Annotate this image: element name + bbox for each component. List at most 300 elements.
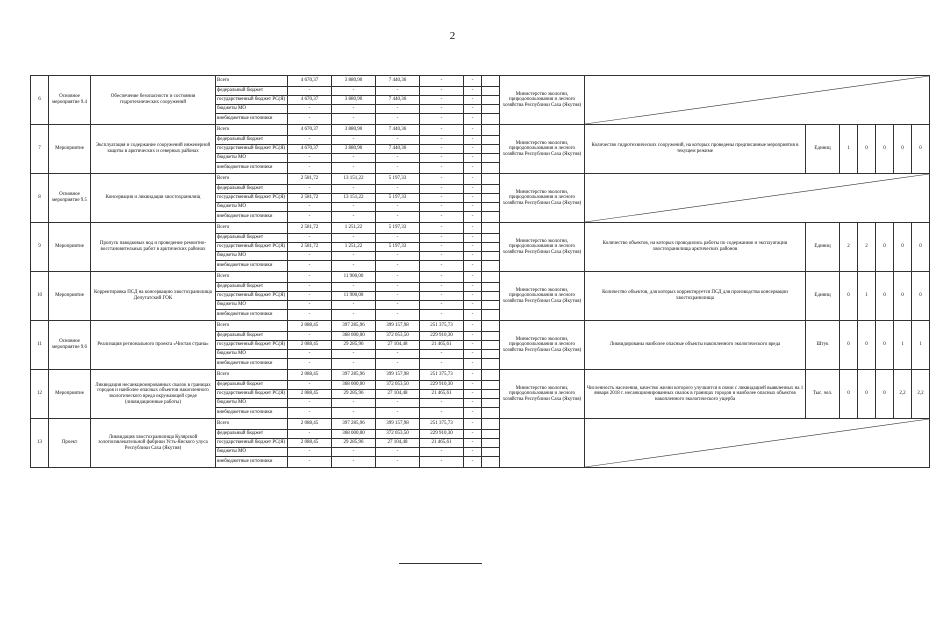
table-row [31, 370, 930, 381]
value-year-1: - [288, 136, 332, 145]
funding-source: Всего [216, 125, 288, 136]
activity-type: Проект [49, 419, 91, 468]
value-year-4: - [420, 174, 464, 185]
value-year-1: - [288, 408, 332, 419]
value-year-4: - [420, 96, 464, 105]
value-year-3: - [376, 408, 420, 419]
value-year-3: 5 197,33 [376, 243, 420, 252]
value-year-5: - [464, 154, 482, 163]
indicator-value-2: 0 [858, 321, 876, 370]
value-extra [482, 252, 500, 261]
value-year-2: - [332, 301, 376, 310]
diagonal-line [585, 419, 929, 467]
value-year-5: - [464, 105, 482, 114]
value-year-2: - [332, 252, 376, 261]
value-year-1: - [288, 212, 332, 223]
value-year-2: 3 880,90 [332, 96, 376, 105]
row-number: 7 [31, 125, 49, 174]
value-year-3: 372 053,50 [376, 381, 420, 390]
value-extra [482, 370, 500, 381]
value-year-1: 2 581,72 [288, 223, 332, 234]
funding-source: государственный бюджет РС(Я) [216, 390, 288, 399]
value-extra [482, 223, 500, 234]
activity-name: Эксплуатация и содержание сооружений инженерной защиты в арктических и северных районах [91, 125, 216, 174]
value-year-1: - [288, 399, 332, 408]
value-year-2: 3 880,90 [332, 145, 376, 154]
value-extra [482, 310, 500, 321]
funding-source: бюджеты МО [216, 203, 288, 212]
value-year-4: - [420, 185, 464, 194]
value-year-1: 2 088,45 [288, 341, 332, 350]
value-year-4: - [420, 243, 464, 252]
value-year-1: - [288, 114, 332, 125]
value-extra [482, 321, 500, 332]
value-year-3: - [376, 234, 420, 243]
value-year-3: - [376, 350, 420, 359]
value-year-5: - [464, 87, 482, 96]
value-year-1: 4 670,37 [288, 96, 332, 105]
funding-source: внебюджетные источники [216, 212, 288, 223]
value-year-4: - [420, 301, 464, 310]
funding-source: внебюджетные источники [216, 457, 288, 468]
value-year-4: 21 465,61 [420, 341, 464, 350]
value-extra [482, 174, 500, 185]
value-year-1: - [288, 87, 332, 96]
value-year-5: - [464, 203, 482, 212]
value-year-3: 5 197,33 [376, 194, 420, 203]
indicator-value-1: 0 [840, 370, 858, 419]
value-year-3: - [376, 185, 420, 194]
value-year-2: 29 285,96 [332, 439, 376, 448]
value-year-1: - [288, 359, 332, 370]
value-year-2: - [332, 399, 376, 408]
indicator-value-2: 1 [858, 272, 876, 321]
activity-type: Мероприятие [49, 223, 91, 272]
value-extra [482, 114, 500, 125]
activity-type: Мероприятие [49, 125, 91, 174]
row-number: 11 [31, 321, 49, 370]
indicator-value-3: 0 [876, 272, 894, 321]
value-year-1: - [288, 448, 332, 457]
value-year-2: - [332, 261, 376, 272]
value-year-3: - [376, 212, 420, 223]
activity-type: Мероприятие [49, 272, 91, 321]
value-year-3: - [376, 301, 420, 310]
row-number: 6 [31, 76, 49, 125]
value-year-5: - [464, 448, 482, 457]
value-year-5: - [464, 174, 482, 185]
footer-divider [399, 563, 482, 564]
value-year-5: - [464, 332, 482, 341]
value-year-4: 21 465,61 [420, 439, 464, 448]
value-year-3: 399 157,98 [376, 321, 420, 332]
value-year-3: 27 104,48 [376, 390, 420, 399]
row-number: 12 [31, 370, 49, 419]
funding-source: внебюджетные источники [216, 261, 288, 272]
value-year-1: - [288, 163, 332, 174]
value-extra [482, 136, 500, 145]
value-year-2: 11 900,00 [332, 292, 376, 301]
value-year-3: - [376, 457, 420, 468]
table-row [31, 174, 930, 185]
row-number: 13 [31, 419, 49, 468]
value-year-4: - [420, 350, 464, 359]
value-year-4: - [420, 105, 464, 114]
funding-source: Всего [216, 419, 288, 430]
funding-source: внебюджетные источники [216, 359, 288, 370]
funding-source: федеральный бюджет [216, 283, 288, 292]
value-year-2: 13 151,22 [332, 194, 376, 203]
value-year-1: - [288, 457, 332, 468]
value-year-3: - [376, 292, 420, 301]
value-year-5: - [464, 381, 482, 390]
table-row [31, 125, 930, 136]
value-year-4: - [420, 261, 464, 272]
value-year-5: - [464, 136, 482, 145]
value-year-1: - [288, 310, 332, 321]
value-year-3: 372 053,50 [376, 332, 420, 341]
value-year-1: - [288, 105, 332, 114]
value-year-3: - [376, 163, 420, 174]
value-year-4: - [420, 145, 464, 154]
indicator-value-4: 0 [894, 223, 912, 272]
value-year-2: - [332, 203, 376, 212]
value-year-3: - [376, 272, 420, 283]
value-year-1: - [288, 234, 332, 243]
indicator-value-5: 0 [912, 223, 930, 272]
row-number: 9 [31, 223, 49, 272]
table-row [31, 223, 930, 234]
funding-source: федеральный бюджет [216, 185, 288, 194]
value-year-2: - [332, 283, 376, 292]
value-year-4: 229 910,30 [420, 430, 464, 439]
value-year-2: 368 000,00 [332, 332, 376, 341]
value-year-3: - [376, 283, 420, 292]
indicator-unit: Тыс. чел. [806, 370, 840, 419]
value-year-4: - [420, 154, 464, 163]
activity-name: Корректировка ПСД на консервацию хвостохранилища Депутатский ГОК [91, 272, 216, 321]
value-year-1: 2 581,72 [288, 194, 332, 203]
table-row [31, 272, 930, 283]
indicator-value-4: 2,2 [894, 370, 912, 419]
value-extra [482, 399, 500, 408]
empty-indicator-cell [585, 76, 930, 125]
value-year-4: - [420, 399, 464, 408]
value-year-5: - [464, 185, 482, 194]
value-year-4: - [420, 252, 464, 261]
value-year-2: - [332, 448, 376, 457]
value-year-5: - [464, 194, 482, 203]
value-year-1: - [288, 381, 332, 390]
value-year-2: - [332, 408, 376, 419]
value-year-1: 2 088,45 [288, 370, 332, 381]
value-year-2: 397 285,96 [332, 321, 376, 332]
funding-source: Всего [216, 272, 288, 283]
funding-source: бюджеты МО [216, 154, 288, 163]
value-year-2: 11 900,00 [332, 272, 376, 283]
value-extra [482, 381, 500, 390]
indicator-value-2: 0 [858, 125, 876, 174]
value-year-4: 229 910,30 [420, 381, 464, 390]
value-extra [482, 390, 500, 399]
value-extra [482, 408, 500, 419]
value-year-3: - [376, 399, 420, 408]
indicator-value-3: 0 [876, 321, 894, 370]
value-year-2: - [332, 457, 376, 468]
value-extra [482, 76, 500, 87]
value-year-1: 2 581,72 [288, 174, 332, 185]
value-year-4: - [420, 359, 464, 370]
funding-source: внебюджетные источники [216, 114, 288, 125]
funding-source: государственный бюджет РС(Я) [216, 341, 288, 350]
value-year-2: - [332, 105, 376, 114]
value-year-3: - [376, 359, 420, 370]
value-year-2: 3 880,90 [332, 76, 376, 87]
value-year-5: - [464, 145, 482, 154]
funding-source: федеральный бюджет [216, 234, 288, 243]
value-extra [482, 96, 500, 105]
value-year-2: - [332, 350, 376, 359]
value-year-1: - [288, 203, 332, 212]
page-number: 2 [449, 30, 456, 42]
indicator-value-1: 0 [840, 272, 858, 321]
value-year-1: - [288, 350, 332, 359]
indicator-value-3: 0 [876, 370, 894, 419]
value-year-2: 13 151,22 [332, 174, 376, 185]
value-year-3: - [376, 252, 420, 261]
indicator-value-4: 0 [894, 272, 912, 321]
value-year-1: - [288, 272, 332, 283]
value-year-2: - [332, 359, 376, 370]
value-year-3: 27 104,48 [376, 341, 420, 350]
value-year-5: - [464, 370, 482, 381]
value-year-1: 2 581,72 [288, 243, 332, 252]
value-year-2: - [332, 212, 376, 223]
value-extra [482, 332, 500, 341]
funding-source: федеральный бюджет [216, 136, 288, 145]
activity-name: Обеспечение безопасности и состояния гидротехнических сооружений [91, 76, 216, 125]
indicator-value-1: 2 [840, 223, 858, 272]
value-year-2: 3 880,90 [332, 125, 376, 136]
value-year-5: - [464, 125, 482, 136]
value-year-1: - [288, 154, 332, 163]
value-year-4: - [420, 114, 464, 125]
indicator: Численность населения, качество жизни которого улучшится в связи с ликвидацией выявленных на 1 января 2018 г. несанкционированных свалок в границах городов и наиболее опасных объектов накопленного экологического ущерба [585, 370, 806, 419]
indicator-value-4: 1 [894, 321, 912, 370]
indicator-unit: Единиц [806, 272, 840, 321]
value-year-5: - [464, 399, 482, 408]
value-year-4: - [420, 76, 464, 87]
value-year-4: - [420, 292, 464, 301]
value-year-4: - [420, 234, 464, 243]
value-year-2: - [332, 163, 376, 174]
funding-source: Всего [216, 321, 288, 332]
funding-source: федеральный бюджет [216, 332, 288, 341]
value-year-5: - [464, 223, 482, 234]
value-year-3: - [376, 136, 420, 145]
executor: Министерство экологии, природопользования и лесного хозяйства Республики Саха (Якутия) [500, 321, 585, 370]
executor: Министерство экологии, природопользования и лесного хозяйства Республики Саха (Якутия) [500, 174, 585, 223]
value-year-5: - [464, 292, 482, 301]
value-year-2: 368 000,00 [332, 430, 376, 439]
indicator-unit: Штук [806, 321, 840, 370]
indicator-value-4: 0 [894, 125, 912, 174]
funding-source: бюджеты МО [216, 350, 288, 359]
funding-source: государственный бюджет РС(Я) [216, 292, 288, 301]
table-row [31, 419, 930, 430]
indicator-value-5: 2,2 [912, 370, 930, 419]
value-year-4: 251 375,73 [420, 321, 464, 332]
value-extra [482, 439, 500, 448]
value-extra [482, 234, 500, 243]
value-year-2: 29 285,96 [332, 390, 376, 399]
value-year-3: 27 104,48 [376, 439, 420, 448]
indicator-value-5: 0 [912, 125, 930, 174]
funding-source: бюджеты МО [216, 252, 288, 261]
value-year-5: - [464, 359, 482, 370]
value-extra [482, 261, 500, 272]
value-year-1: - [288, 292, 332, 301]
table-row [31, 76, 930, 87]
executor: Министерство экологии, природопользования и лесного хозяйства Республики Саха (Якутия) [500, 76, 585, 125]
value-extra [482, 272, 500, 283]
value-year-5: - [464, 283, 482, 292]
activity-name: Пропуск паводковых вод и проведение ремонтно-восстановительных работ в арктических районах [91, 223, 216, 272]
funding-source: Всего [216, 76, 288, 87]
value-year-3: 399 157,98 [376, 419, 420, 430]
activity-type: Основное мероприятие 9.6 [49, 321, 91, 370]
value-year-1: - [288, 430, 332, 439]
value-extra [482, 125, 500, 136]
value-year-4: 21 465,61 [420, 390, 464, 399]
value-extra [482, 163, 500, 174]
value-extra [482, 212, 500, 223]
value-year-2: 29 285,96 [332, 341, 376, 350]
value-year-2: 1 251,22 [332, 223, 376, 234]
value-year-5: - [464, 408, 482, 419]
value-year-1: - [288, 283, 332, 292]
value-year-5: - [464, 243, 482, 252]
indicator-unit: Единиц [806, 125, 840, 174]
value-extra [482, 105, 500, 114]
value-year-4: 229 910,30 [420, 332, 464, 341]
value-year-5: - [464, 390, 482, 399]
table-row [31, 321, 930, 332]
indicator: Ликвидированы наиболее опасные объекты накопленного экологического вреда [585, 321, 806, 370]
value-year-1: 2 088,45 [288, 321, 332, 332]
executor: Министерство экологии, природопользования и лесного хозяйства Республики Саха (Якутия) [500, 223, 585, 272]
funding-source: федеральный бюджет [216, 430, 288, 439]
value-year-3: - [376, 87, 420, 96]
value-year-1: 4 670,37 [288, 145, 332, 154]
program-table [30, 75, 930, 468]
value-year-3: 7 440,36 [376, 96, 420, 105]
value-year-4: - [420, 223, 464, 234]
indicator-value-5: 1 [912, 321, 930, 370]
row-number: 8 [31, 174, 49, 223]
value-year-4: - [420, 136, 464, 145]
value-year-5: - [464, 114, 482, 125]
activity-name: Ликвидация несанкционированных свалок в границах городов и наиболее опасных объектов накопленного экологического вреда окружающей среде (ликвидационные работы) [91, 370, 216, 419]
funding-source: государственный бюджет РС(Я) [216, 439, 288, 448]
funding-source: бюджеты МО [216, 448, 288, 457]
value-extra [482, 194, 500, 203]
value-year-4: 251 375,73 [420, 419, 464, 430]
value-year-5: - [464, 234, 482, 243]
value-year-5: - [464, 96, 482, 105]
activity-name: Ликвидация хвостохранилища Кулярской золотоизвлекательной фабрики Усть-Янского улуса Республики Саха (Якутия) [91, 419, 216, 468]
indicator-value-3: 0 [876, 223, 894, 272]
value-extra [482, 292, 500, 301]
value-year-3: 5 197,33 [376, 223, 420, 234]
value-extra [482, 419, 500, 430]
indicator-value-2: 2 [858, 223, 876, 272]
value-year-3: 7 440,36 [376, 76, 420, 87]
value-year-2: - [332, 185, 376, 194]
value-year-2: 397 285,96 [332, 370, 376, 381]
indicator-value-1: 1 [840, 125, 858, 174]
value-year-3: - [376, 105, 420, 114]
value-extra [482, 145, 500, 154]
value-year-2: - [332, 234, 376, 243]
value-extra [482, 359, 500, 370]
value-year-4: - [420, 272, 464, 283]
value-year-4: - [420, 408, 464, 419]
value-year-3: 399 157,98 [376, 370, 420, 381]
value-extra [482, 350, 500, 359]
funding-source: федеральный бюджет [216, 381, 288, 390]
indicator-unit: Единиц [806, 223, 840, 272]
value-year-5: - [464, 261, 482, 272]
value-year-5: - [464, 439, 482, 448]
value-year-1: 2 088,45 [288, 419, 332, 430]
executor [500, 419, 585, 468]
value-year-5: - [464, 457, 482, 468]
executor: Министерство экологии, природопользования и лесного хозяйства Республики Саха (Якутия) [500, 272, 585, 321]
value-year-2: - [332, 310, 376, 321]
value-extra [482, 203, 500, 212]
value-year-2: 397 285,96 [332, 419, 376, 430]
value-year-5: - [464, 430, 482, 439]
value-year-1: - [288, 252, 332, 261]
funding-source: бюджеты МО [216, 301, 288, 310]
value-year-5: - [464, 310, 482, 321]
value-extra [482, 448, 500, 457]
value-year-3: 5 197,33 [376, 174, 420, 185]
value-year-4: - [420, 457, 464, 468]
indicator-value-5: 0 [912, 272, 930, 321]
value-extra [482, 457, 500, 468]
funding-source: внебюджетные источники [216, 163, 288, 174]
activity-name: Консервация и ликвидация хвостохранилищ [91, 174, 216, 223]
value-year-2: - [332, 87, 376, 96]
indicator-value-1: 0 [840, 321, 858, 370]
value-year-5: - [464, 341, 482, 350]
value-year-3: - [376, 310, 420, 321]
funding-source: Всего [216, 223, 288, 234]
value-year-4: - [420, 212, 464, 223]
value-year-1: 4 670,37 [288, 125, 332, 136]
empty-indicator-cell [585, 419, 930, 468]
funding-source: Всего [216, 174, 288, 185]
value-year-4: - [420, 87, 464, 96]
value-year-5: - [464, 419, 482, 430]
value-year-3: - [376, 114, 420, 125]
value-year-5: - [464, 272, 482, 283]
value-extra [482, 185, 500, 194]
value-year-1: - [288, 301, 332, 310]
activity-type: Основное мероприятие 9.5 [49, 174, 91, 223]
